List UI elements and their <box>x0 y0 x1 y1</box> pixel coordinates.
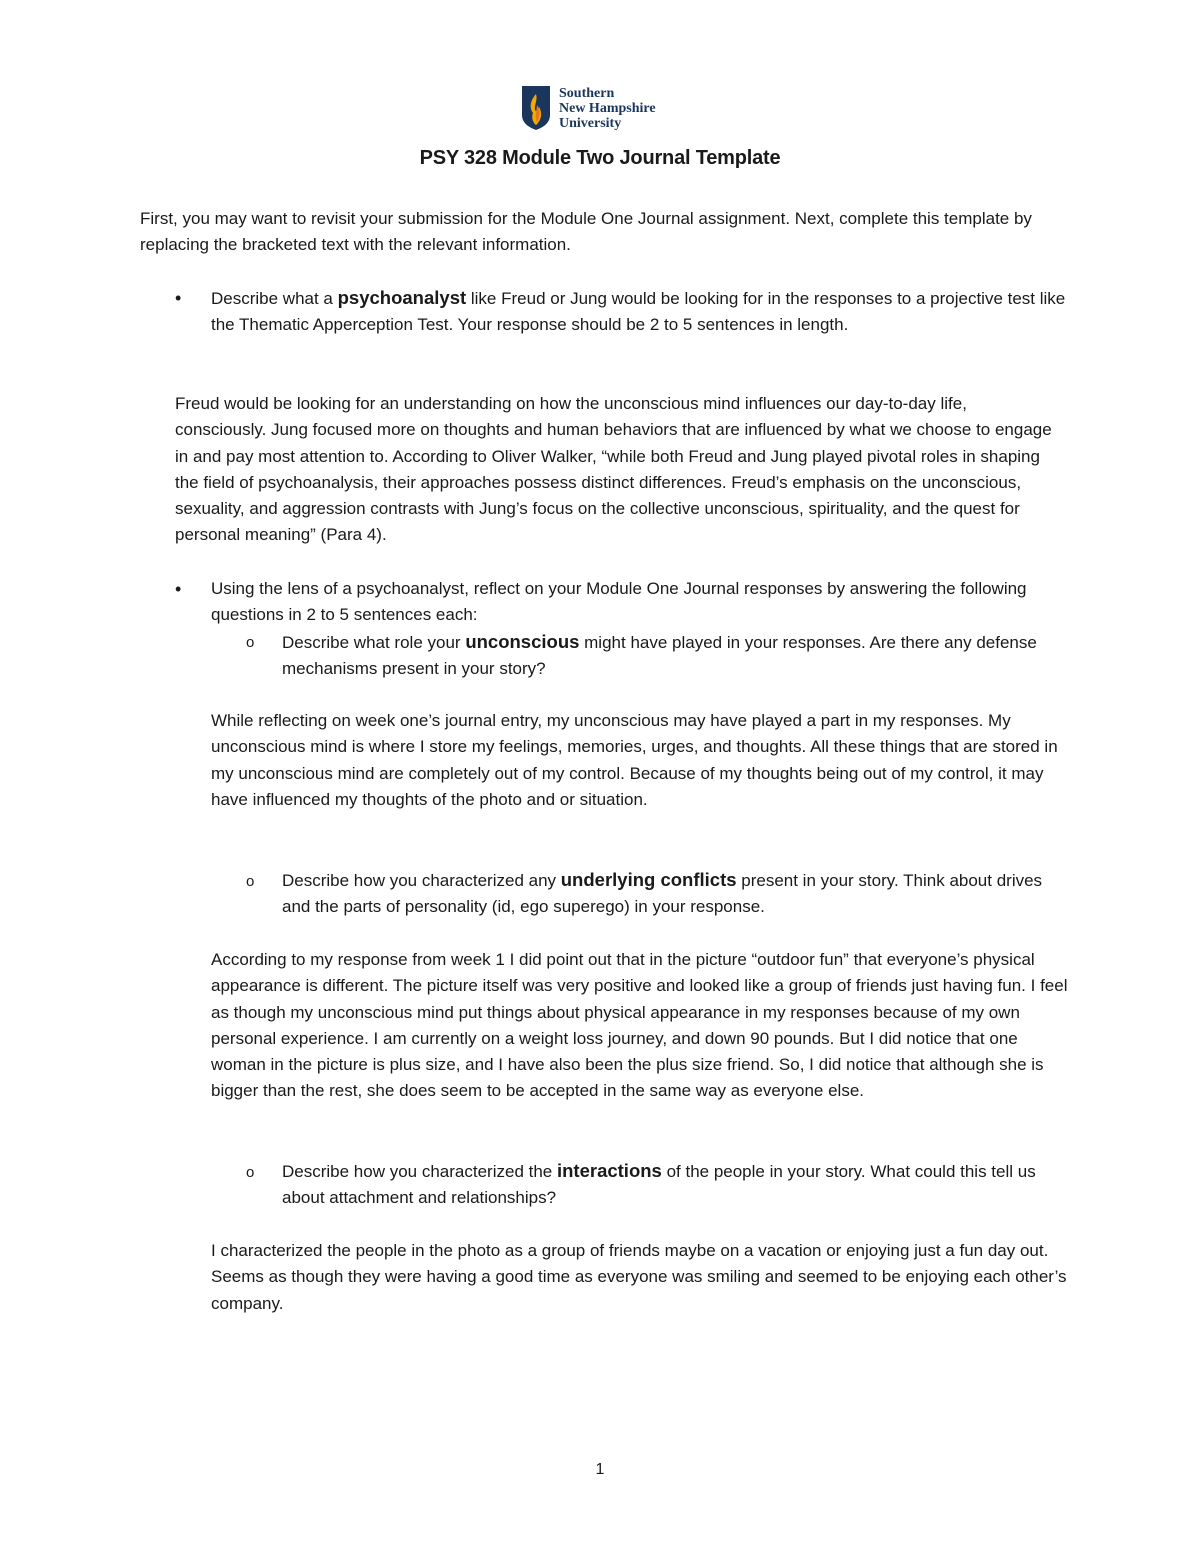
logo-line-3: University <box>559 115 622 131</box>
question-2: Using the lens of a psychoanalyst, reflect on your Module One Journal responses by answering the following questions in 2 to 5 sentences each: <box>211 579 1027 625</box>
answer-1: Freud would be looking for an understanding on how the unconscious mind influences our day-to-day life, consciously. Jung focused more on thoughts and human behaviors that are influenced by what we choose to engage in and pay most attention to. According to Oliver Walker, “while both Freud and Jung played pivotal roles in shaping the field of psychoanalysis, their approaches possess distinct differences. Freud’s emphasis on the unconscious, sexuality, and aggression contrasts with Jung’s focus on the collective unconscious, spirituality, and the quest for personal meaning” (Para 4). <box>175 394 1052 545</box>
sub-bullet-icon: o <box>246 873 255 890</box>
question-1-rest: like Freud or Jung would be looking for in the responses to a projective test like the Thematic Apperception Test. Your response should be 2 to 5 sentences in length. <box>211 289 1066 335</box>
answer-4: I characterized the people in the photo as a group of friends maybe on a vacation or enjoying just a fun day out. Seems as though they were having a good time as everyone was smiling and seemed to be enjoying each other’s company. <box>211 1241 1067 1313</box>
sub-question-1-rest: might have played in your responses. Are there any defense mechanisms present in your story? <box>282 633 1037 679</box>
question-1-lead: Describe what a <box>211 289 338 308</box>
keyword-interactions: interactions <box>556 1160 662 1181</box>
document-title: PSY 328 Module Two Journal Template <box>419 147 781 169</box>
snhu-logo <box>521 84 656 132</box>
bullet-icon: • <box>175 579 182 599</box>
keyword-psychoanalyst: psychoanalyst <box>337 287 467 308</box>
shield-flame-icon <box>521 85 551 131</box>
keyword-unconscious: unconscious <box>465 631 580 652</box>
sub-bullet-icon: o <box>246 634 255 651</box>
sub-bullet-icon: o <box>246 1164 255 1181</box>
sub-question-1-lead: Describe what role your <box>282 633 466 652</box>
bullet-icon: • <box>175 288 182 308</box>
intro-paragraph: First, you may want to revisit your submission for the Module One Journal assignment. Next, complete this template by replacing the bracketed text with the relevant information. <box>140 209 1032 255</box>
sub-question-2-lead: Describe how you characterized any <box>282 871 561 890</box>
page-number: 1 <box>595 1461 605 1478</box>
university-name <box>559 86 656 131</box>
sub-question-2 <box>282 867 1072 921</box>
question-1 <box>211 285 1071 339</box>
sub-question-3 <box>282 1158 1072 1212</box>
sub-question-3-rest: of the people in your story. What could this tell us about attachment and relationships? <box>282 1162 1036 1208</box>
logo-line-1: Southern <box>559 85 615 101</box>
answer-3: According to my response from week 1 I did point out that in the picture “outdoor fun” that everyone’s physical appearance is different. The picture itself was very positive and looked like a group of friends just having fun. I feel as though my unconscious mind put things about physical appearance in my responses because of my own personal experience. I am currently on a weight loss journey, and down 90 pounds. But I did notice that one woman in the picture is plus size, and I have also been the plus size friend. So, I did notice that although she is bigger than the rest, she does seem to be accepted in the same way as everyone else. <box>211 950 1068 1101</box>
sub-question-1 <box>282 629 1072 683</box>
sub-question-2-rest: present in your story. Think about drives and the parts of personality (id, ego superego) in your response. <box>282 871 1043 917</box>
answer-2: While reflecting on week one’s journal entry, my unconscious may have played a part in my responses. My unconscious mind is where I store my feelings, memories, urges, and thoughts. All these things that are stored in my unconscious mind are completely out of my control. Because of my thoughts being out of my control, it may have influenced my thoughts of the photo and or situation. <box>211 711 1058 809</box>
sub-question-3-lead: Describe how you characterized the <box>282 1162 557 1181</box>
logo-line-2: New Hampshire <box>559 100 656 116</box>
keyword-underlying-conflicts: underlying conflicts <box>560 869 737 890</box>
